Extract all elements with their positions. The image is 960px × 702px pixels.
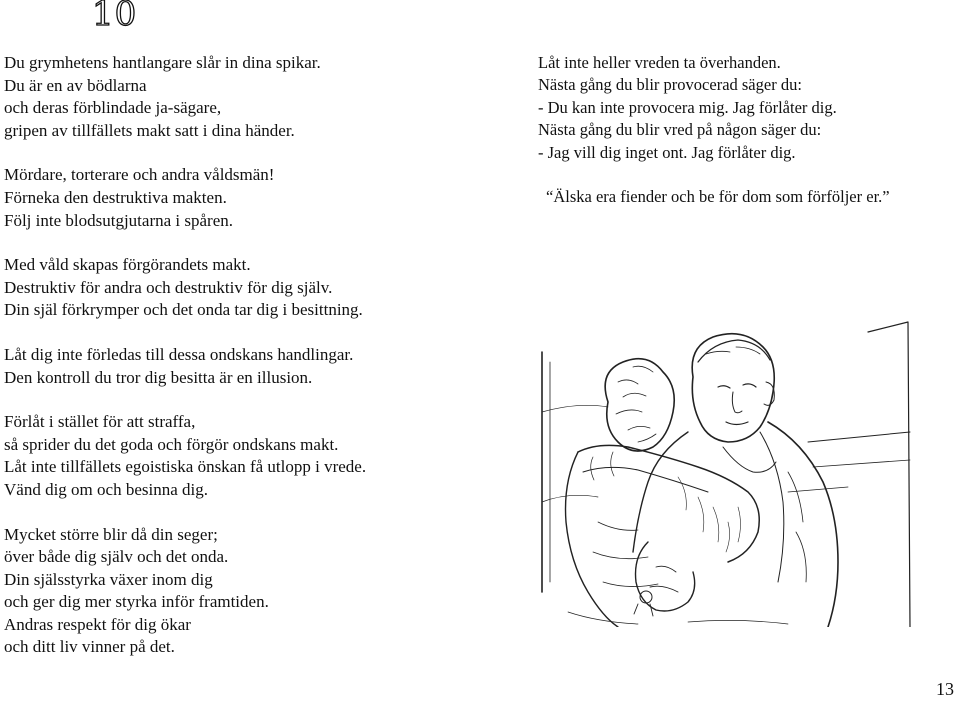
poem-line: Nästa gång du blir vred på någon säger du: [538, 120, 822, 140]
embrace-sketch-icon [538, 292, 918, 627]
poem-line: gripen av tillfällets makt satt i dina händer. [4, 120, 295, 140]
poem-line: Destruktiv för andra och destruktiv för dig själv. [4, 277, 333, 297]
poem-line: Med våld skapas förgörandets makt. [4, 255, 251, 275]
stanza-4 [4, 344, 524, 389]
poem-line: Låt inte heller vreden ta överhanden. [538, 53, 781, 72]
poem-left-column [4, 52, 524, 681]
poem-line: Din själsstyrka växer inom dig [4, 569, 213, 589]
bible-quote: “Älska era fiender och be för dom som förföljer er.” [546, 187, 890, 207]
stanza-2 [4, 164, 524, 232]
poem-line: Låt inte tillfällets egoistiska önskan få utlopp i vrede. [4, 457, 367, 477]
poem-line: - Du kan inte provocera mig. Jag förlåter dig. [538, 97, 837, 117]
poem-line: och ditt liv vinner på det. [4, 637, 175, 657]
poem-line: Du grymhetens hantlangare slår in dina spikar. [4, 53, 321, 72]
poem-right-column [538, 52, 948, 208]
poem-line: och ger dig mer styrka inför framtiden. [4, 592, 269, 612]
poem-line: Mycket större blir då din seger; [4, 524, 218, 544]
poem-line: Förneka den destruktiva makten. [4, 187, 227, 207]
poem-line: Låt dig inte förledas till dessa ondskans handlingar. [4, 344, 354, 364]
poem-line: Vänd dig om och besinna dig. [4, 479, 208, 499]
stanza-3 [4, 254, 524, 322]
poem-line: Nästa gång du blir provocerad säger du: [538, 75, 802, 95]
poem-line: Andras respekt för dig ökar [4, 614, 191, 634]
poem-line: Förlåt i stället för att straffa, [4, 412, 196, 432]
poem-line: över både dig själv och det onda. [4, 547, 229, 567]
page-number: 13 [936, 679, 954, 699]
poem-line: så sprider du det goda och förgör ondskans makt. [4, 434, 339, 454]
chapter-number: 10 [92, 0, 138, 34]
poem-line: och deras förblindade ja-sägare, [4, 98, 222, 118]
poem-line: Den kontroll du tror dig besitta är en illusion. [4, 367, 313, 387]
poem-line: Följ inte blodsutgjutarna i spåren. [4, 210, 233, 230]
stanza-1 [4, 52, 524, 142]
stanza-5 [4, 411, 524, 501]
poem-line: Mördare, torterare och andra våldsmän! [4, 165, 275, 185]
poem-line: Du är en av bödlarna [4, 75, 147, 95]
stanza-6 [4, 524, 524, 660]
poem-line: Din själ förkrymper och det onda tar dig i besittning. [4, 300, 363, 320]
poem-line: - Jag vill dig inget ont. Jag förlåter dig. [538, 142, 796, 162]
